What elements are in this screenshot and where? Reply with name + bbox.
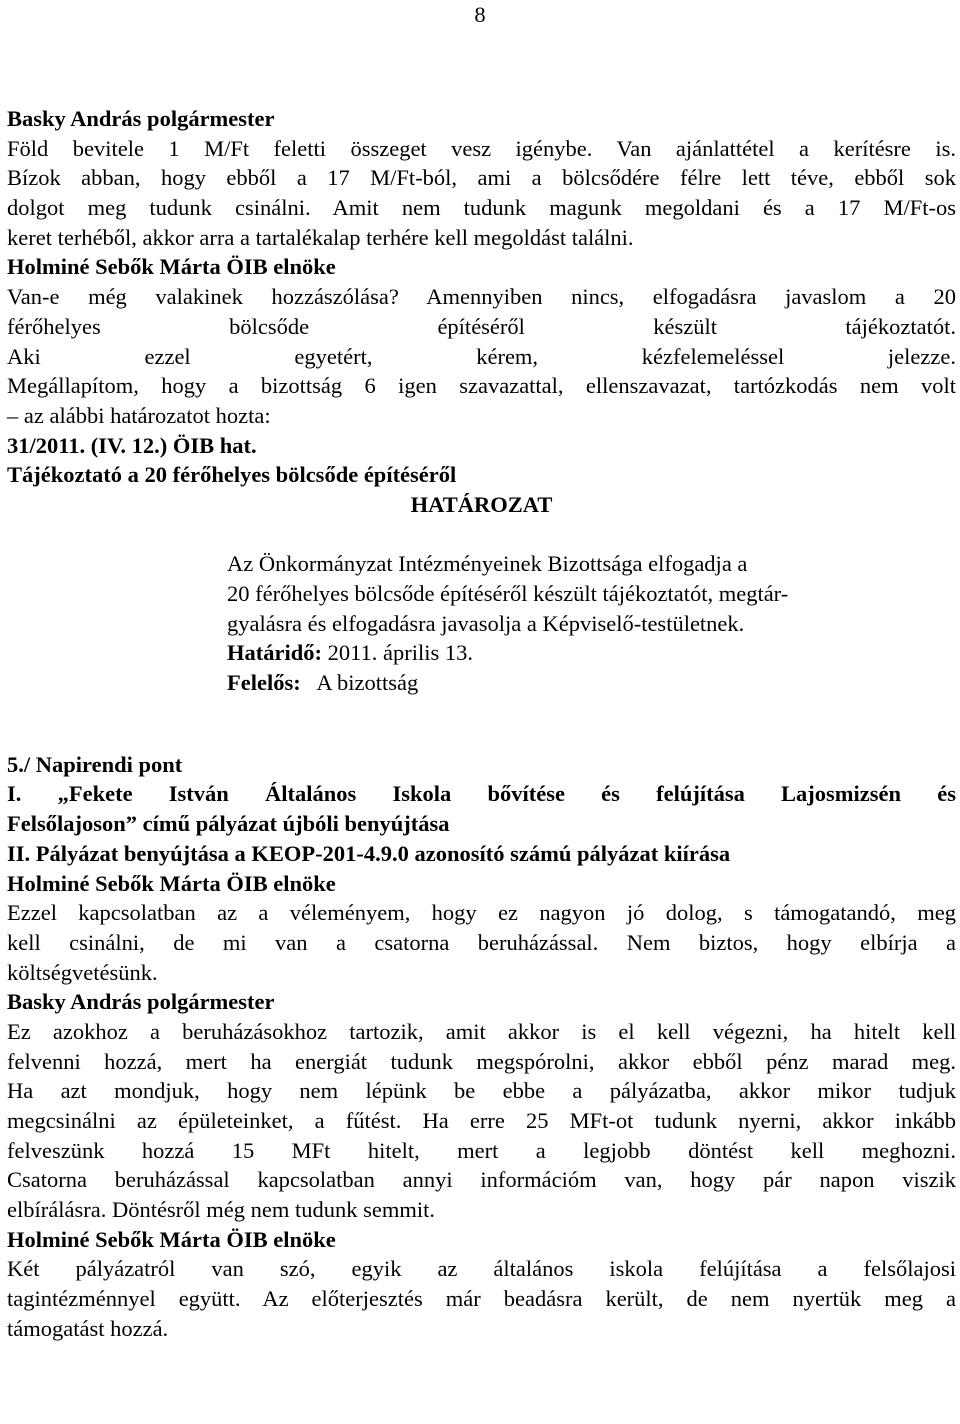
- paragraph-line: költségvetésünk.: [7, 959, 158, 985]
- resolution-line: gyalásra és elfogadásra javasolja a Képviselő-testületnek.: [227, 610, 745, 636]
- paragraph-line: tagintézménnyel együtt. Az előterjesztés már beadásra került, de nem nyertük meg a: [7, 1286, 956, 1312]
- spacer: [7, 698, 956, 750]
- speaker-name: Holminé Sebők Márta ÖIB elnöke: [7, 870, 336, 896]
- field-label: Felelős:: [227, 670, 301, 696]
- resolution-line: Az Önkormányzat Intézményeinek Bizottsága elfogadja a: [227, 551, 748, 577]
- speaker-name: Holminé Sebők Márta ÖIB elnöke: [7, 1226, 336, 1252]
- paragraph-line: Föld bevitele 1 M/Ft feletti összeget vesz igénybe. Van ajánlattétel a kerítésre is.: [7, 135, 956, 161]
- paragraph-line: felvenni hozzá, mert ha energiát tudunk megspórolni, akkor ebből pénz marad meg.: [7, 1048, 956, 1074]
- field-value: 2011. április 13.: [322, 640, 474, 666]
- bold-heading: 5./ Napirendi pont: [7, 751, 183, 777]
- paragraph-line: Aki ezzel egyetért, kérem, kézfelemeléssel jelezze.: [7, 343, 956, 369]
- paragraph-line: Ezzel kapcsolatban az a véleményem, hogy ez nagyon jó dolog, s támogatandó, meg: [7, 900, 956, 926]
- paragraph-line: – az alábbi határozatot hozta:: [7, 402, 271, 428]
- paragraph-line: elbírálásra. Döntésről még nem tudunk semmit.: [7, 1197, 436, 1223]
- paragraph-line: Bízok abban, hogy ebből a 17 M/Ft-ból, ami a bölcsődére félre lett téve, ebből sok: [7, 165, 956, 191]
- paragraph-line: megcsinálni az épületeinket, a fűtést. Ha erre 25 MFt-ot tudunk nyerni, akkor inkább: [7, 1108, 956, 1133]
- paragraph-line: támogatást hozzá.: [7, 1315, 169, 1341]
- paragraph-line: keret terhéből, akkor arra a tartalékalap terhére kell megoldást találni.: [7, 224, 634, 250]
- speaker-name: Basky András polgármester: [7, 106, 275, 131]
- paragraph-line: Megállapítom, hogy a bizottság 6 igen szavazattal, ellenszavazat, tartózkodás nem volt: [7, 373, 956, 399]
- resolution-heading: HATÁROZAT: [410, 491, 553, 517]
- paragraph-line: dolgot meg tudunk csinálni. Amit nem tudunk magunk megoldani és a 17 M/Ft-os: [7, 195, 956, 221]
- resolution-line: 20 férőhelyes bölcsőde építéséről készült tájékoztatót, megtár-: [227, 581, 789, 606]
- speaker-name: Holminé Sebők Márta ÖIB elnöke: [7, 254, 336, 280]
- field-value: A bizottság: [300, 670, 419, 696]
- paragraph-line: Felsőlajoson” című pályázat újbóli benyújtása: [7, 811, 450, 837]
- paragraph-line: Két pályázatról van szó, egyik az általános iskola felújítása a felsőlajosi: [7, 1256, 956, 1282]
- paragraph-line: Csatorna beruházással kapcsolatban annyi információm van, hogy pár napon viszik: [7, 1167, 956, 1193]
- paragraph-line: Ez azokhoz a beruházásokhoz tartozik, amit akkor is el kell végezni, ha hitelt kell: [7, 1018, 956, 1044]
- paragraph-line: Ha azt mondjuk, hogy nem lépünk be ebbe a pályázatba, akkor mikor tudjuk: [7, 1078, 956, 1104]
- paragraph-line: I. „Fekete István Általános Iskola bővítése és felújítása Lajosmizsén és: [7, 781, 956, 807]
- resolution-field: [7, 638, 956, 668]
- document-body: [7, 104, 956, 1344]
- paragraph-line: férőhelyes bölcsőde építéséről készült tájékoztatót.: [7, 313, 956, 339]
- field-label: Határidő:: [227, 640, 322, 666]
- page-number: 8: [474, 2, 486, 27]
- speaker-name: Basky András polgármester: [7, 989, 275, 1015]
- bold-heading: II. Pályázat benyújtása a KEOP-201-4.9.0 azonosító számú pályázat kiírása: [7, 840, 731, 866]
- paragraph-line: Van-e még valakinek hozzászólása? Amennyiben nincs, elfogadásra javaslom a 20: [7, 284, 956, 310]
- resolution-field: [7, 668, 956, 698]
- paragraph-line: felveszünk hozzá 15 MFt hitelt, mert a legjobb döntést kell meghozni.: [7, 1137, 956, 1163]
- bold-heading: 31/2011. (IV. 12.) ÖIB hat.: [7, 432, 257, 458]
- bold-heading: Tájékoztató a 20 férőhelyes bölcsőde építéséről: [7, 462, 457, 488]
- paragraph-line: kell csinálni, de mi van a csatorna beruházással. Nem biztos, hogy elbírja a: [7, 929, 956, 955]
- spacer: [7, 520, 956, 550]
